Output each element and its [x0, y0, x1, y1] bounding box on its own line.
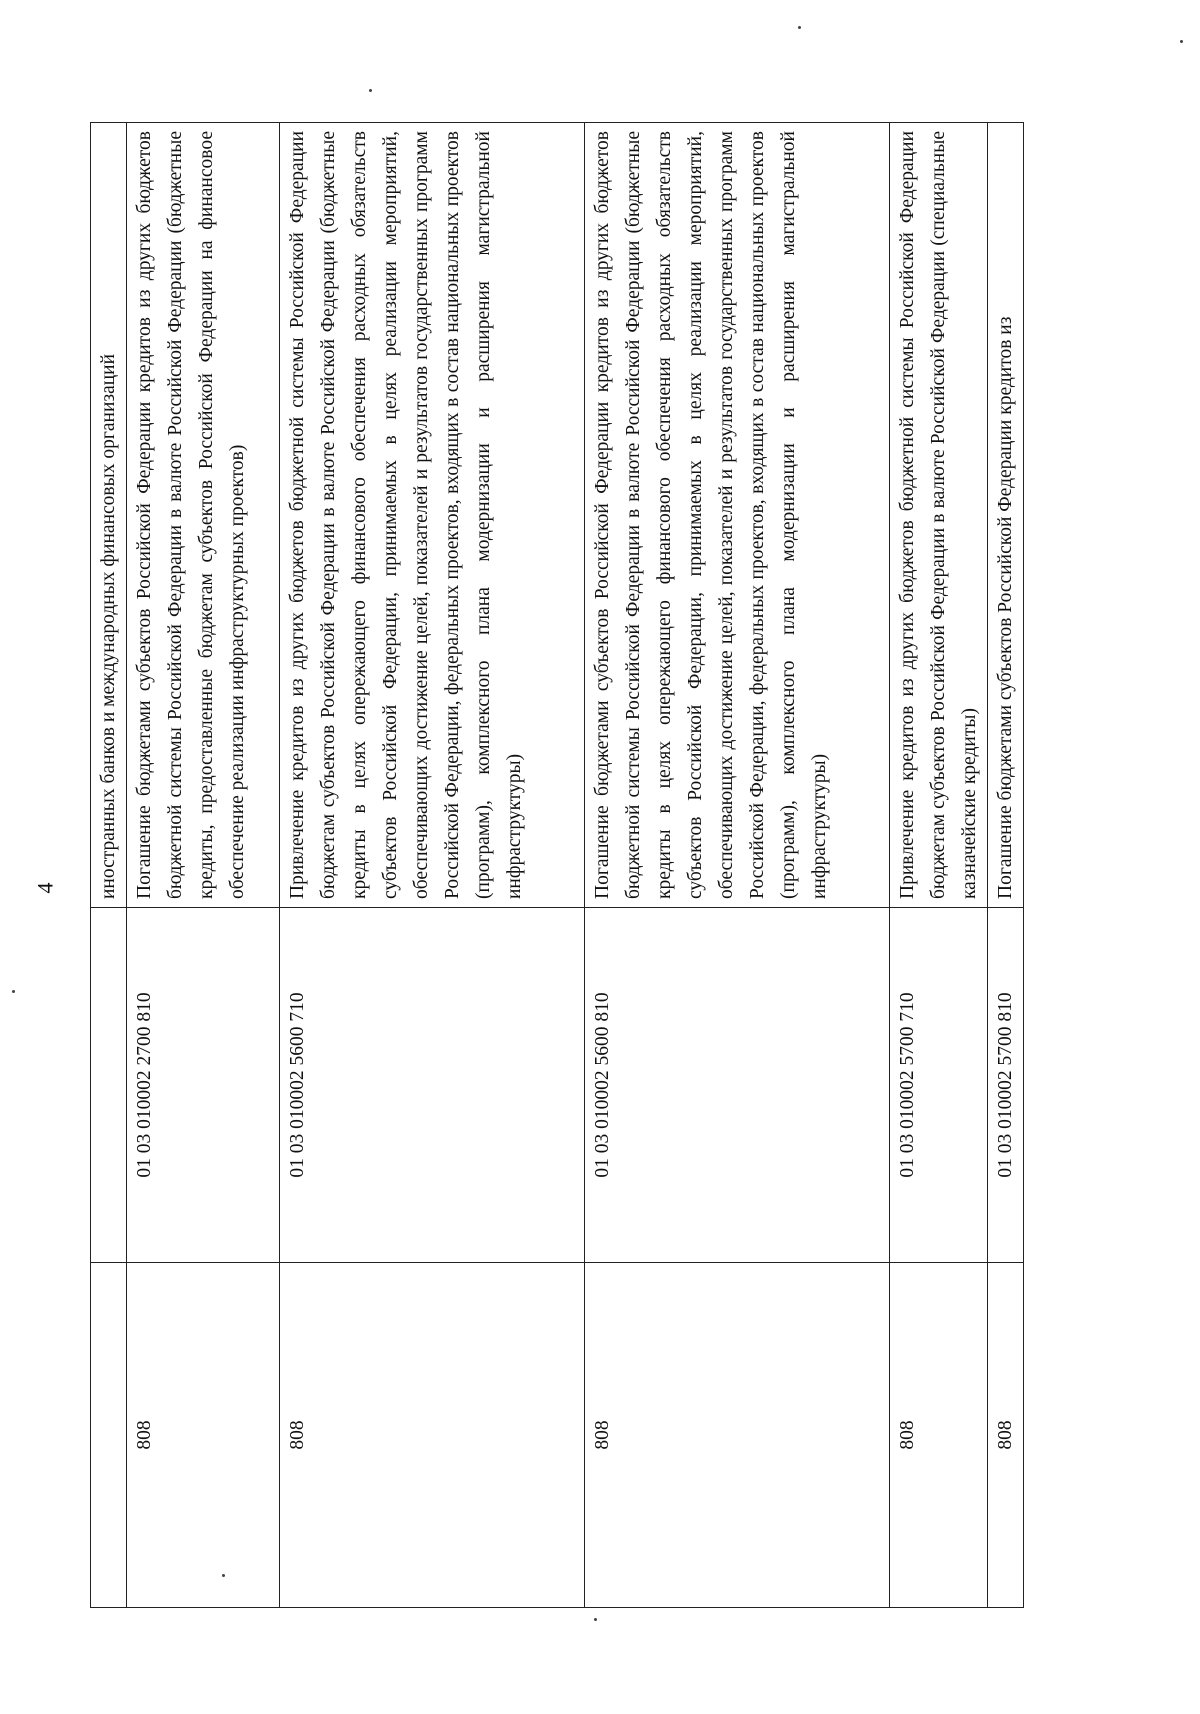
table-row	[280, 123, 585, 1608]
budget-code-cell	[91, 908, 127, 1263]
table-row	[585, 123, 890, 1608]
admin-code-cell	[91, 1263, 127, 1608]
description-cell: Погашение бюджетами субъектов Российской Федерации кредитов из других бюджетов бюджетной системы Российской Федерации в валюте Российской Федерации (бюджетные кредиты, предоставленные бюджетам субъектов Российской Федерации на финансовое обеспечение реализации инфраструктурных проектов)	[127, 123, 280, 908]
budget-code-cell: 01 03 010002 5600 810	[585, 908, 890, 1263]
admin-code-cell: 808	[890, 1263, 988, 1608]
budget-code-cell: 01 03 010002 5700 810	[988, 908, 1024, 1263]
description-cell: Привлечение кредитов из других бюджетов бюджетной системы Российской Федерации бюджетам субъектов Российской Федерации в валюте Российской Федерации (специальные казначейские кредиты)	[890, 123, 988, 908]
table-row	[890, 123, 988, 1608]
table-row	[91, 123, 127, 1608]
description-cell: Погашение бюджетами субъектов Российской Федерации кредитов из других бюджетов бюджетной системы Российской Федерации в валюте Российской Федерации (бюджетные кредиты в целях опережающего финансового обеспечения расходных обязательств субъектов Российской Федерации, принимаемых в целях реализации мероприятий, обеспечивающих достижение целей, показателей и результатов государственных программ Российской Федерации, федеральных проектов, входящих в состав национальных проектов (программ), комплексного плана модернизации и расширения магистральной инфраструктуры)	[585, 123, 890, 908]
scan-speck	[798, 26, 801, 29]
description-cell: Погашение бюджетами субъектов Российской Федерации кредитов из	[988, 123, 1024, 908]
budget-code-cell: 01 03 010002 2700 810	[127, 908, 280, 1263]
table-row	[988, 123, 1024, 1608]
scan-speck	[594, 1618, 597, 1621]
description-cell: иностранных банков и международных финансовых организаций	[91, 123, 127, 908]
page-number: 4	[32, 882, 58, 894]
admin-code-cell: 808	[585, 1263, 890, 1608]
admin-code-cell: 808	[280, 1263, 585, 1608]
budget-codes-table	[90, 122, 1024, 1608]
budget-code-cell: 01 03 010002 5600 710	[280, 908, 585, 1263]
description-cell: Привлечение кредитов из других бюджетов бюджетной системы Российской Федерации бюджетам субъектов Российской Федерации в валюте Российской Федерации (бюджетные кредиты в целях опережающего финансового обеспечения расходных обязательств субъектов Российской Федерации, принимаемых в целях реализации мероприятий, обеспечивающих достижение целей, показателей и результатов государственных программ Российской Федерации, федеральных проектов, входящих в состав национальных проектов (программ), комплексного плана модернизации и расширения магистральной инфраструктуры)	[280, 123, 585, 908]
scan-speck	[369, 89, 372, 92]
scan-speck	[222, 1574, 225, 1577]
table-row	[127, 123, 280, 1608]
admin-code-cell: 808	[127, 1263, 280, 1608]
admin-code-cell: 808	[988, 1263, 1024, 1608]
scan-speck	[1180, 40, 1183, 43]
rotated-table-container	[90, 123, 1090, 1608]
budget-code-cell: 01 03 010002 5700 710	[890, 908, 988, 1263]
scan-speck	[12, 990, 15, 993]
